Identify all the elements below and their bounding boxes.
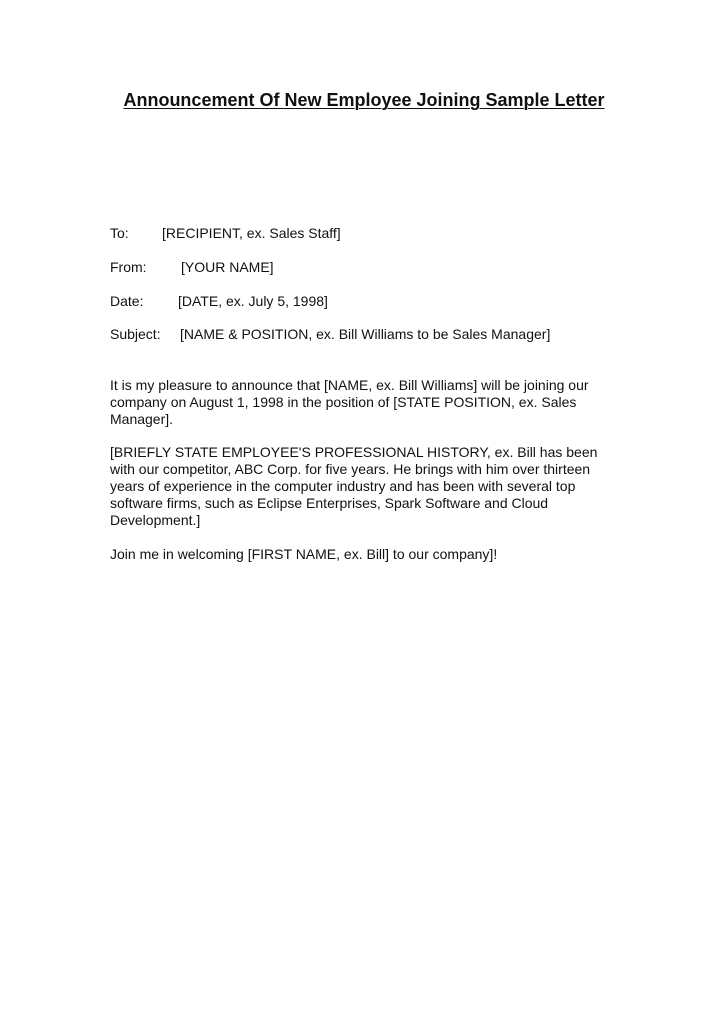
announcement-paragraph: It is my pleasure to announce that [NAME, ex. Bill Williams] will be joining our company on August 1, 1998 in the position of [STATE POSITION, ex. Sales Manager].	[110, 377, 589, 427]
from-value: [YOUR NAME]	[181, 259, 274, 275]
document-title: Announcement Of New Employee Joining Sample Letter	[123, 90, 605, 110]
to-value: [RECIPIENT, ex. Sales Staff]	[162, 225, 341, 241]
date-value: [DATE, ex. July 5, 1998]	[178, 293, 328, 309]
welcome-paragraph: Join me in welcoming [FIRST NAME, ex. Bill] to our company]!	[110, 546, 498, 562]
history-paragraph: [BRIEFLY STATE EMPLOYEE'S PROFESSIONAL HISTORY, ex. Bill has been with our competitor, ABC Corp. for five years. He brings with him over thirteen years of experience in the computer industry and has been with several top software firms, such as Eclipse Enterprises, Spark Software and Cloud Development.]	[110, 444, 598, 528]
from-label: From:	[110, 259, 147, 275]
date-label: Date:	[110, 293, 144, 309]
subject-label: Subject:	[110, 326, 161, 342]
subject-value: [NAME & POSITION, ex. Bill Williams to be Sales Manager]	[180, 326, 551, 342]
to-label: To:	[110, 225, 129, 241]
